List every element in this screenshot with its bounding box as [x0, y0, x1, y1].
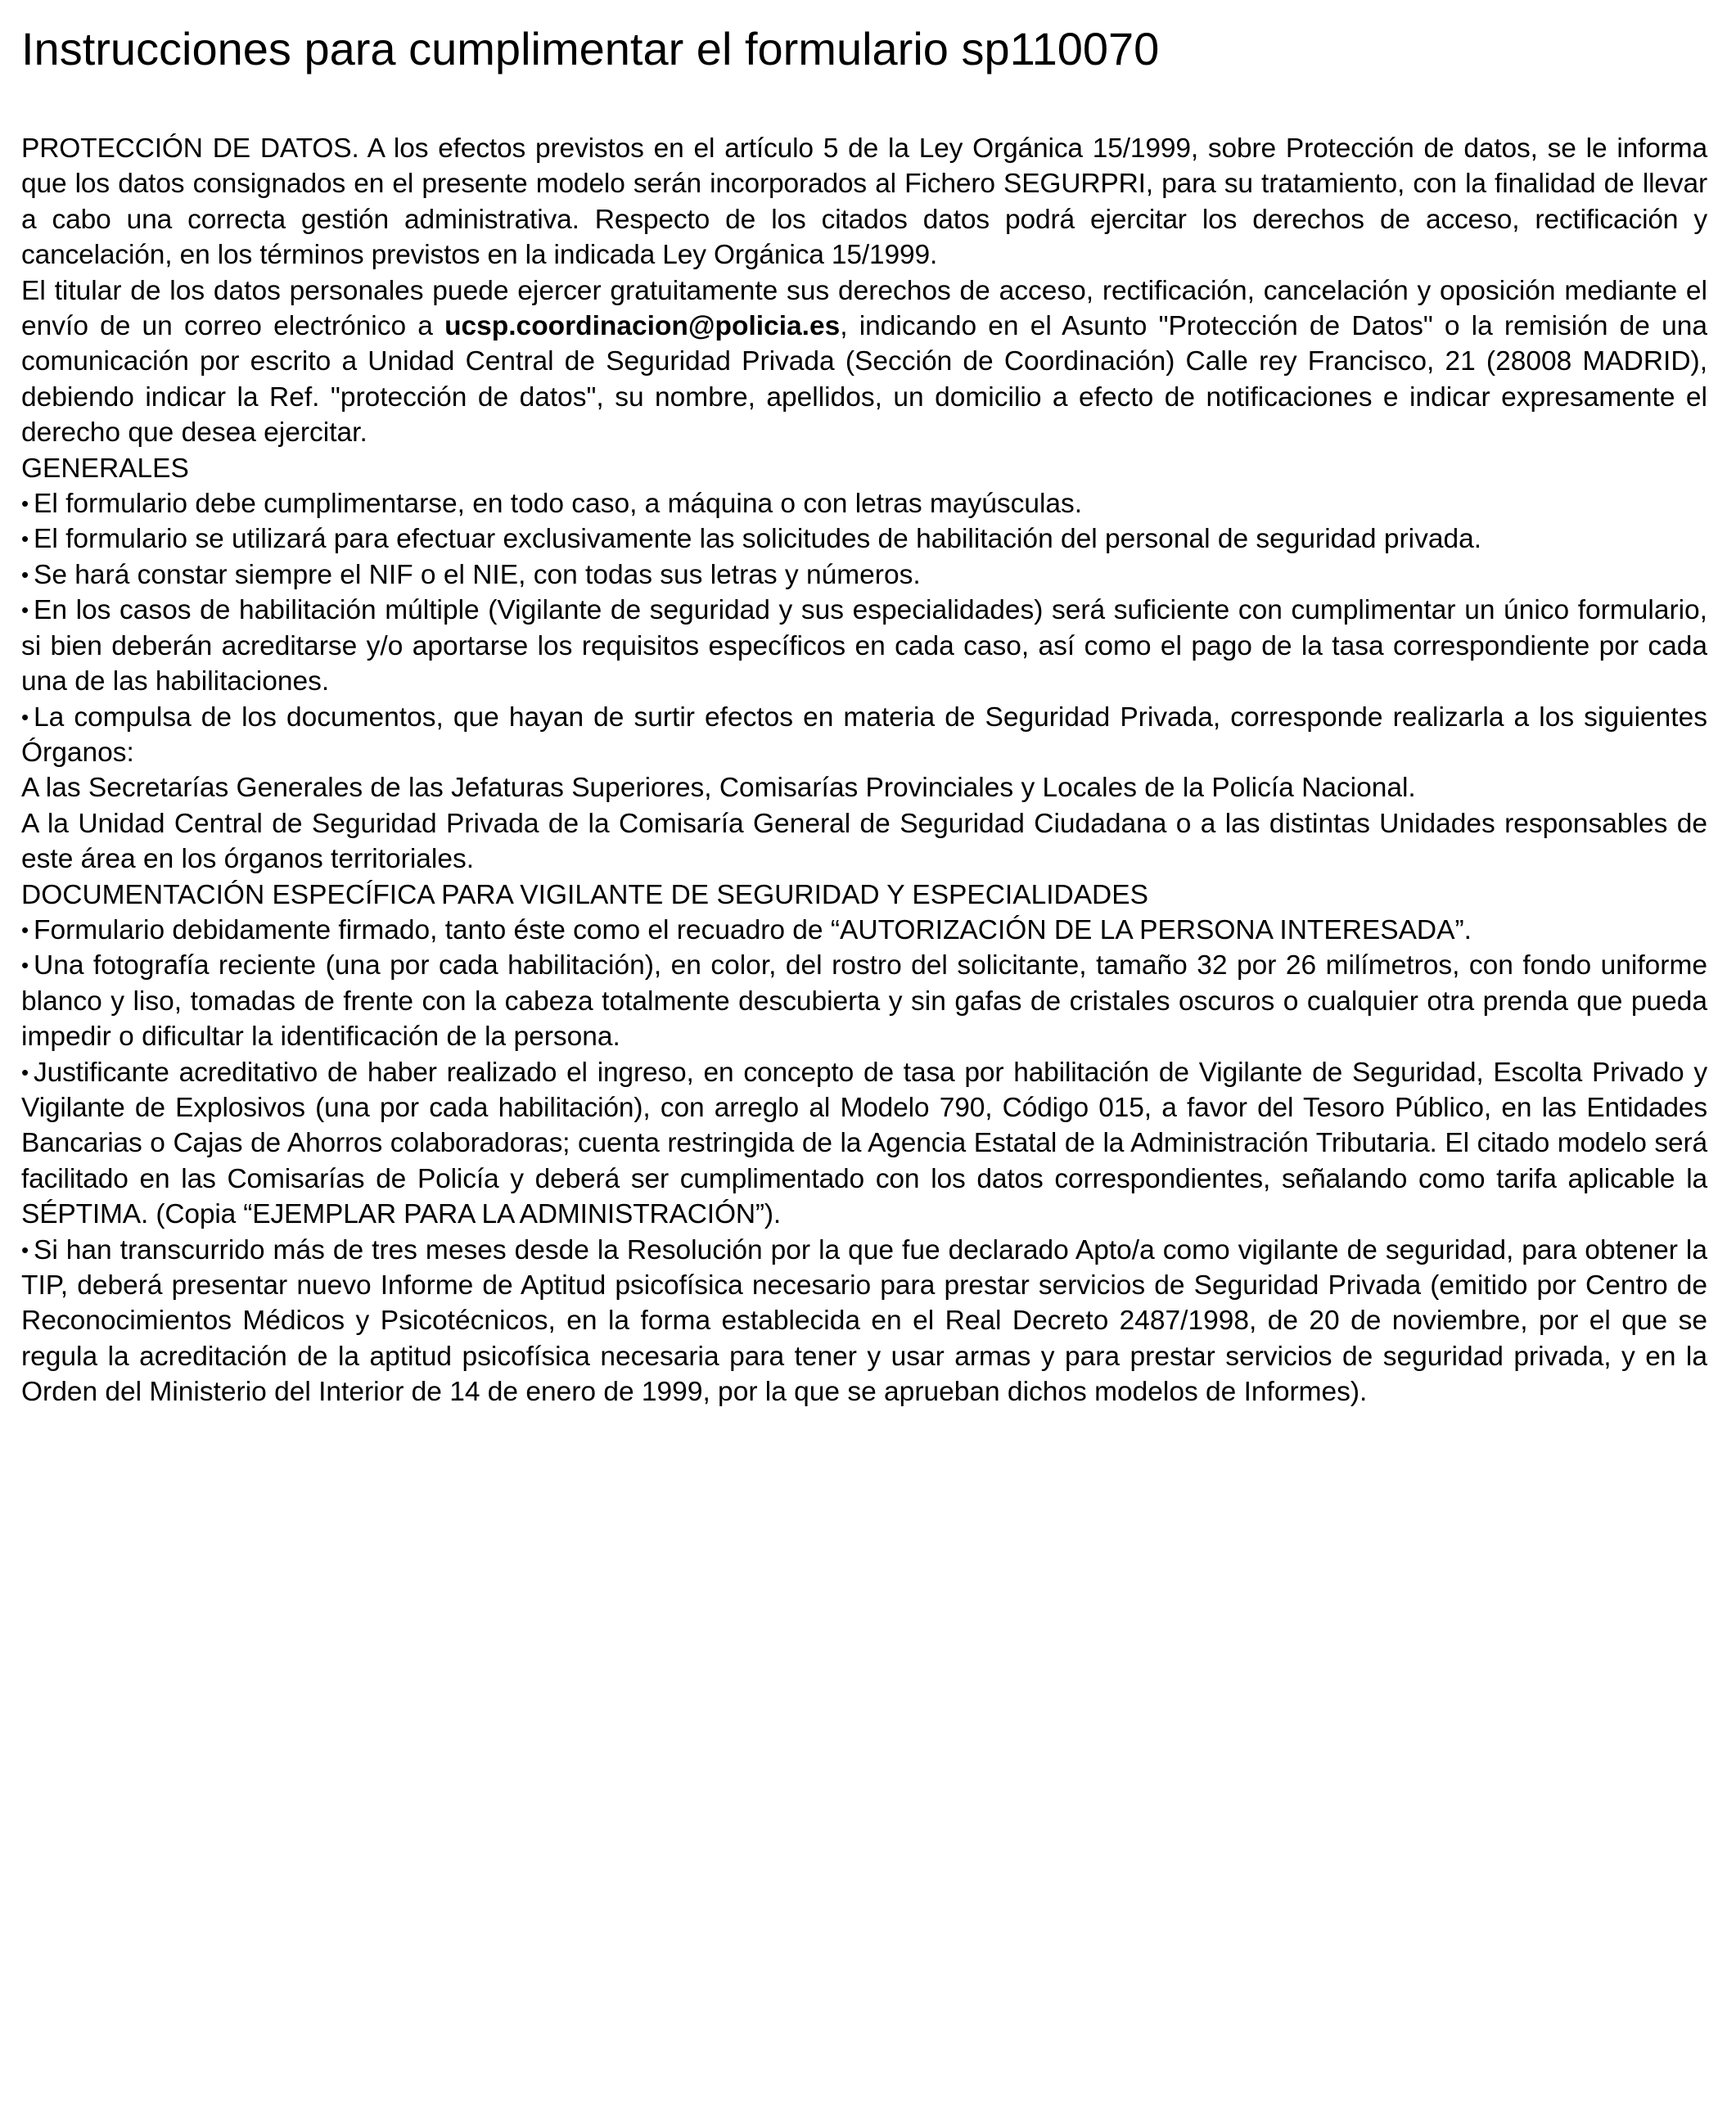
general-item	[21, 593, 1707, 699]
rights-paragraph	[21, 273, 1707, 451]
documentation-item	[21, 913, 1707, 948]
document-body	[21, 131, 1707, 1410]
general-heading: GENERALES	[21, 453, 189, 484]
bullet-icon: •	[21, 562, 29, 587]
general-item-text: En los casos de habilitación múltiple (Vigilante de seguridad y sus especialidades) será suficiente con cumplimentar un único formulario, si bien deberán acreditarse y/o aportarse los requisitos específicos en cada caso, así como el pago de la tasa correspondiente por cada una de las habilitaciones.	[21, 595, 1707, 697]
general-item-text: El formulario se utilizará para efectuar exclusivamente las solicitudes de habilitación del personal de seguridad privada.	[34, 524, 1482, 555]
general-item	[21, 557, 1707, 593]
organo-line: A las Secretarías Generales de las Jefaturas Superiores, Comisarías Provinciales y Locales de la Policía Nacional.	[21, 773, 1416, 804]
documentation-item-text: Formulario debidamente firmado, tanto éste como el recuadro de “AUTORIZACIÓN DE LA PERSONA INTERESADA”.	[34, 914, 1472, 945]
general-item	[21, 700, 1707, 771]
bullet-icon: •	[21, 491, 29, 516]
bullet-icon: •	[21, 598, 29, 623]
general-item-text: Se hará constar siempre el NIF o el NIE, con todas sus letras y números.	[34, 559, 921, 590]
documentation-section	[21, 877, 1707, 1410]
bullet-icon: •	[21, 953, 29, 978]
bullet-icon: •	[21, 1059, 29, 1085]
general-section	[21, 451, 1707, 877]
bullet-icon: •	[21, 526, 29, 552]
data-protection-section	[21, 131, 1707, 451]
general-item	[21, 486, 1707, 521]
bullet-icon: •	[21, 1237, 29, 1262]
general-item-text: El formulario debe cumplimentarse, en todo caso, a máquina o con letras mayúsculas.	[34, 489, 1083, 520]
documentation-item-text: Una fotografía reciente (una por cada habilitación), en color, del rostro del solicitante, tamaño 32 por 26 milímetros, con fondo uniforme blanco y liso, tomadas de frente con la cabeza totalmente descubierta y sin gafas de cristales oscuros o cualquier otra prenda que pueda impedir o dificultar la identificación de la persona.	[21, 950, 1707, 1053]
document-title: Instrucciones para cumplimentar el formulario sp110070	[21, 23, 1160, 74]
documentation-item	[21, 1055, 1707, 1233]
general-item	[21, 521, 1707, 557]
bullet-icon: •	[21, 704, 29, 729]
documentation-item	[21, 948, 1707, 1054]
general-item-text: La compulsa de los documentos, que hayan de surtir efectos en materia de Seguridad Privada, corresponde realizarla a los siguientes Órganos:	[21, 701, 1707, 768]
documentation-item-text: Si han transcurrido más de tres meses desde la Resolución por la que fue declarado Apto/a como vigilante de seguridad, para obtener la TIP, deberá presentar nuevo Informe de Aptitud psicofísica necesario para prestar servicios de Seguridad Privada (emitido por Centro de Reconocimientos Médicos y Psicotécnicos, en la forma establecida en el Real Decreto 2487/1998, de 20 de noviembre, por el que se regula la acreditación de la aptitud psicofísica necesaria para tener y usar armas y para prestar servicios de seguridad privada, y en la Orden del Ministerio del Interior de 14 de enero de 1999, por la que se aprueban dichos modelos de Informes).	[21, 1234, 1707, 1408]
organo-line: A la Unidad Central de Seguridad Privada de la Comisaría General de Seguridad Ciudadana o a las distintas Unidades responsables de este área en los órganos territoriales.	[21, 808, 1707, 875]
data-protection-paragraph: PROTECCIÓN DE DATOS. A los efectos previstos en el artículo 5 de la Ley Orgánica 15/1999, sobre Protección de datos, se le informa que los datos consignados en el presente modelo serán incorporados al Fichero SEGURPRI, para su tratamiento, con la finalidad de llevar a cabo una correcta gestión administrativa. Respecto de los citados datos podrá ejercitar los derechos de acceso, rectificación y cancelación, en los términos previstos en la indicada Ley Orgánica 15/1999.	[21, 133, 1707, 271]
documentation-item-text: Justificante acreditativo de haber realizado el ingreso, en concepto de tasa por habilitación de Vigilante de Seguridad, Escolta Privado y Vigilante de Explosivos (una por cada habilitación), con arreglo al Modelo 790, Código 015, a favor del Tesoro Público, en las Entidades Bancarias o Cajas de Ahorros colaboradoras; cuenta restringida de la Agencia Estatal de la Administración Tributaria. El citado modelo será facilitado en las Comisarías de Policía y deberá ser cumplimentado con los datos correspondientes, señalando como tarifa aplicable la SÉPTIMA. (Copia “EJEMPLAR PARA LA ADMINISTRACIÓN”).	[21, 1057, 1707, 1230]
rights-text-after: , indicando en el Asunto "Protección de Datos" o la remisión de una comunicación por escrito a Unidad Central de Seguridad Privada (Sección de Coordinación) Calle rey Francisco, 21 (28008 MADRID), debiendo indicar la Ref. "protección de datos", su nombre, apellidos, un domicilio a efecto de notificaciones e indicar expresamente el derecho que desea ejercitar.	[21, 311, 1707, 449]
documentation-heading: DOCUMENTACIÓN ESPECÍFICA PARA VIGILANTE DE SEGURIDAD Y ESPECIALIDADES	[21, 879, 1148, 910]
documentation-item	[21, 1233, 1707, 1410]
contact-email: ucsp.coordinacion@policia.es	[444, 311, 841, 342]
bullet-icon: •	[21, 917, 29, 942]
rights-text-before: El titular de los datos personales puede ejercer gratuitamente sus derechos de acceso, rectificación, cancelación y oposición mediante el envío de un correo electrónico a	[21, 275, 1707, 342]
